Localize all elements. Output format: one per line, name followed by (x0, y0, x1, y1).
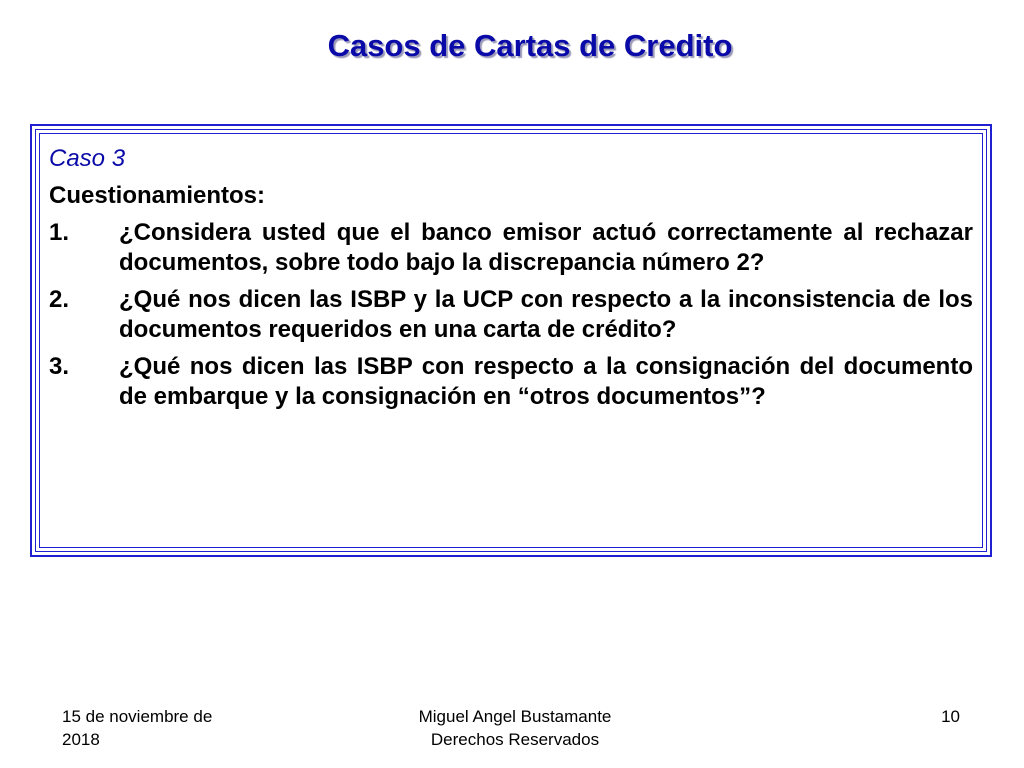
question-text: ¿Qué nos dicen las ISBP con respecto a la consignación del documento de embarque y la consignación en “otros documentos”? (119, 353, 973, 410)
footer-date-line2: 2018 (62, 730, 100, 749)
question-item (49, 352, 973, 412)
question-number: 1. (49, 219, 70, 246)
question-number: 2. (49, 286, 70, 313)
footer-date (62, 705, 262, 751)
question-number: 3. (49, 353, 70, 380)
question-text: ¿Qué nos dicen las ISBP y la UCP con respecto a la inconsistencia de los documentos requeridos en una carta de crédito? (119, 286, 973, 343)
question-item (49, 285, 973, 345)
content-box (30, 124, 992, 557)
footer-author (370, 705, 660, 751)
questions-heading: Cuestionamientos: (49, 182, 266, 209)
footer-date-line1: 15 de noviembre de (62, 707, 213, 726)
question-item (49, 218, 973, 278)
content-body (39, 133, 983, 548)
footer-author-line2: Derechos Reservados (430, 730, 600, 749)
question-text: ¿Considera usted que el banco emisor actuó correctamente al rechazar documentos, sobre todo bajo la discrepancia número 2? (119, 219, 973, 276)
slide-title: Casos de Cartas de Credito (327, 28, 733, 63)
case-label: Caso 3 (49, 145, 126, 172)
footer-author-line1: Miguel Angel Bustamante (418, 707, 612, 726)
content-box-inner-border (35, 129, 987, 552)
page-number: 10 (941, 707, 960, 726)
question-list (49, 218, 973, 412)
